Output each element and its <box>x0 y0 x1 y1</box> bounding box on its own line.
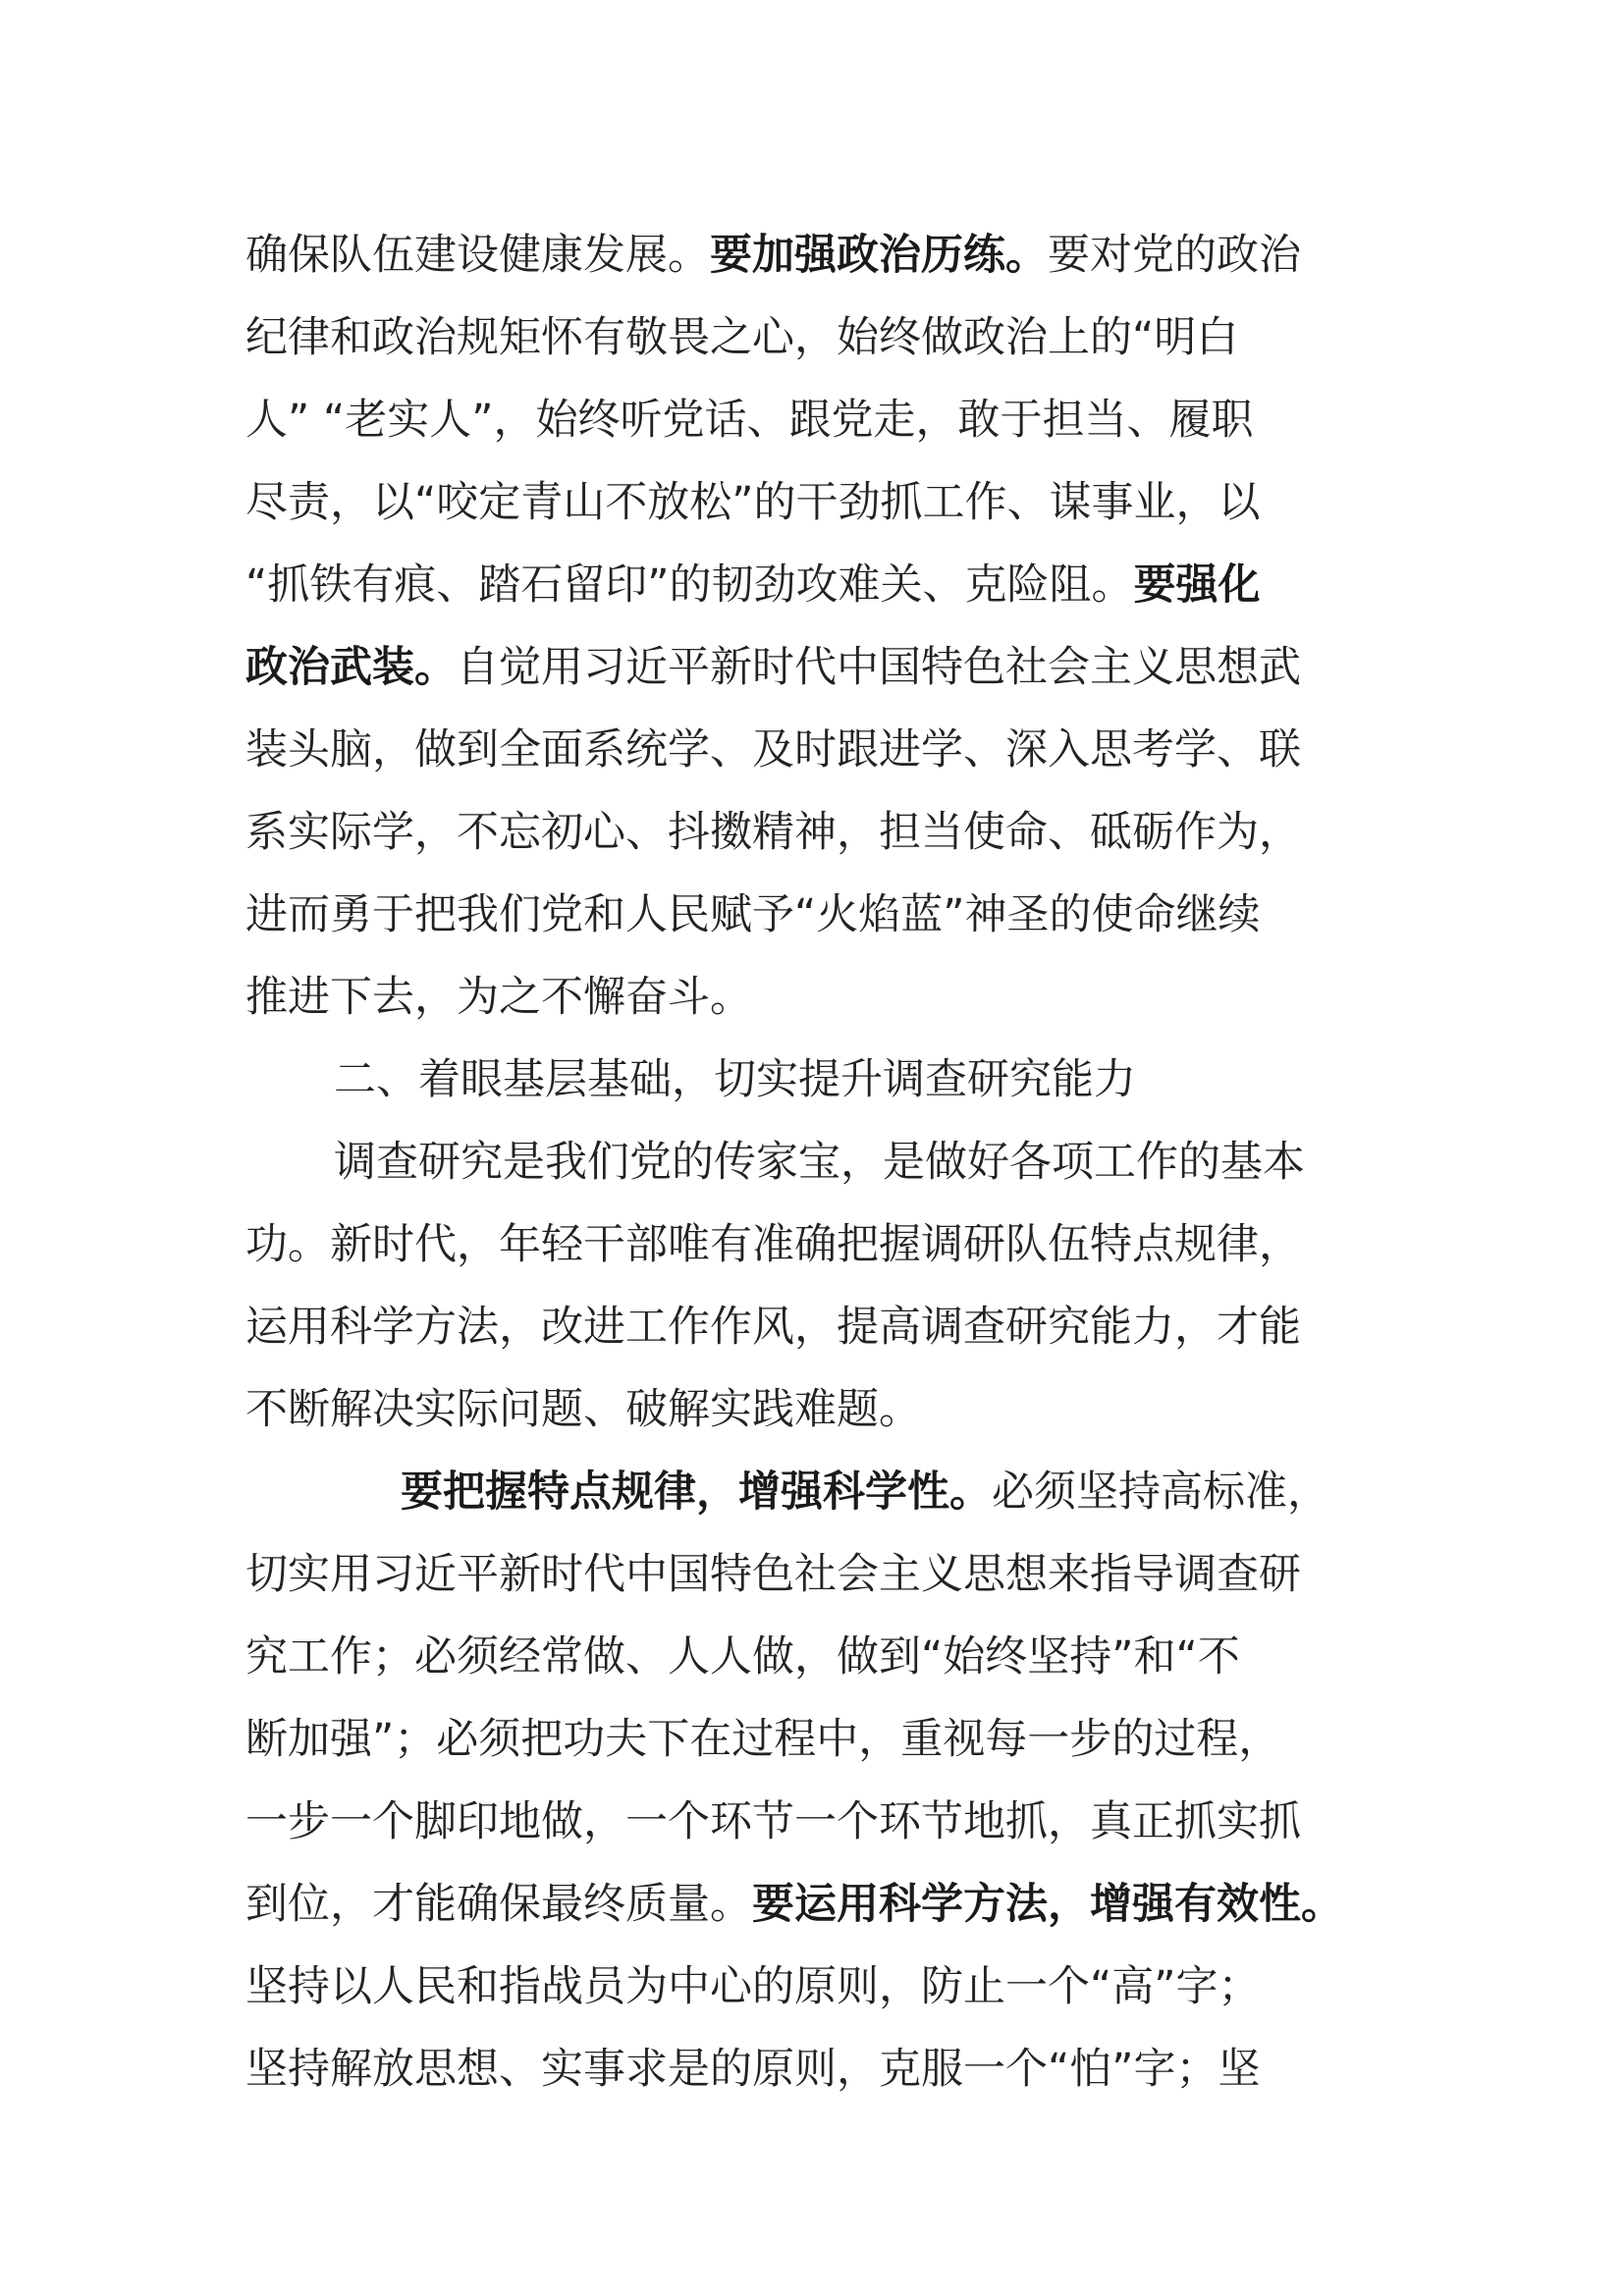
text-line <box>245 709 1355 791</box>
text-line <box>245 1203 1355 1286</box>
body-text: 纪律和政治规矩怀有敬畏之心，始终做政治上的“明白 <box>245 313 1239 362</box>
body-text: 系实际学，不忘初心、抖擞精神，担当使命、砥砺作为， <box>245 808 1301 857</box>
text-line <box>245 379 1355 461</box>
body-text: 自觉用习近平新时代中国特色社会主义思想武 <box>457 643 1301 692</box>
body-text: 断加强”；必须把功夫下在过程中，重视每一步的过程， <box>245 1715 1281 1764</box>
body-text: 确保队伍建设健康发展。 <box>245 231 710 280</box>
bold-heading-text: 要把握特点规律，增强科学性。 <box>401 1468 992 1517</box>
body-text: 必须坚持高标准， <box>992 1468 1329 1517</box>
text-line <box>245 1039 1355 1121</box>
text-line <box>245 1698 1355 1781</box>
bold-heading-text: 要强化 <box>1133 561 1261 610</box>
body-text: 坚持解放思想、实事求是的原则，克服一个“怕”字；坚 <box>245 2045 1261 2094</box>
body-text: 推进下去，为之不懈奋斗。 <box>245 973 752 1022</box>
body-text: 到位，才能确保最终质量。 <box>245 1880 752 1929</box>
text-line <box>245 1533 1355 1616</box>
body-text: 人” “老实人”，始终听党话、跟党走，敢于担当、履职 <box>245 396 1254 445</box>
text-line <box>245 1368 1355 1451</box>
text-line <box>245 1616 1355 1698</box>
body-text: 装头脑，做到全面系统学、及时跟进学、深入思考学、联 <box>245 725 1301 774</box>
text-line <box>245 626 1355 709</box>
text-line <box>245 1946 1355 2028</box>
body-text: 尽责，以“咬定青山不放松”的干劲抓工作、谋事业，以 <box>245 478 1261 527</box>
text-line <box>245 1451 1355 1533</box>
body-text: 二、着眼基层基础，切实提升调查研究能力 <box>334 1055 1136 1104</box>
text-line <box>245 1286 1355 1368</box>
body-text: 坚持以人民和指战员为中心的原则，防止一个“高”字； <box>245 1962 1261 2011</box>
bold-heading-text: 政治武装。 <box>245 643 457 692</box>
text-line <box>245 791 1355 874</box>
body-text: 功。新时代，年轻干部唯有准确把握调研队伍特点规律， <box>245 1220 1301 1269</box>
text-line <box>245 461 1355 544</box>
document-body <box>245 214 1355 2110</box>
text-line <box>245 1121 1355 1203</box>
text-line <box>245 544 1355 626</box>
text-line <box>245 2028 1355 2110</box>
body-text: 一步一个脚印地做，一个环节一个环节地抓，真正抓实抓 <box>245 1797 1301 1846</box>
body-text: 调查研究是我们党的传家宝，是做好各项工作的基本 <box>334 1138 1305 1187</box>
bold-heading-text: 要运用科学方法，增强有效性。 <box>752 1880 1343 1929</box>
text-line <box>245 874 1355 956</box>
text-line <box>245 956 1355 1039</box>
text-line <box>245 1781 1355 1863</box>
text-line <box>245 296 1355 379</box>
body-text: 运用科学方法，改进工作作风，提高调查研究能力，才能 <box>245 1303 1301 1352</box>
body-text: 不断解决实际问题、破解实践难题。 <box>245 1385 921 1434</box>
body-text: 进而勇于把我们党和人民赋予“火焰蓝”神圣的使命继续 <box>245 890 1261 939</box>
text-line <box>245 214 1355 296</box>
bold-heading-text: 要加强政治历练。 <box>710 231 1048 280</box>
body-text: 切实用习近平新时代中国特色社会主义思想来指导调查研 <box>245 1550 1301 1599</box>
text-line <box>245 1863 1355 1946</box>
body-text: “抓铁有痕、踏石留印”的韧劲攻难关、克险阻。 <box>245 561 1134 610</box>
body-text: 要对党的政治 <box>1048 231 1301 280</box>
body-text: 究工作；必须经常做、人人做，做到“始终坚持”和“不 <box>245 1632 1240 1682</box>
